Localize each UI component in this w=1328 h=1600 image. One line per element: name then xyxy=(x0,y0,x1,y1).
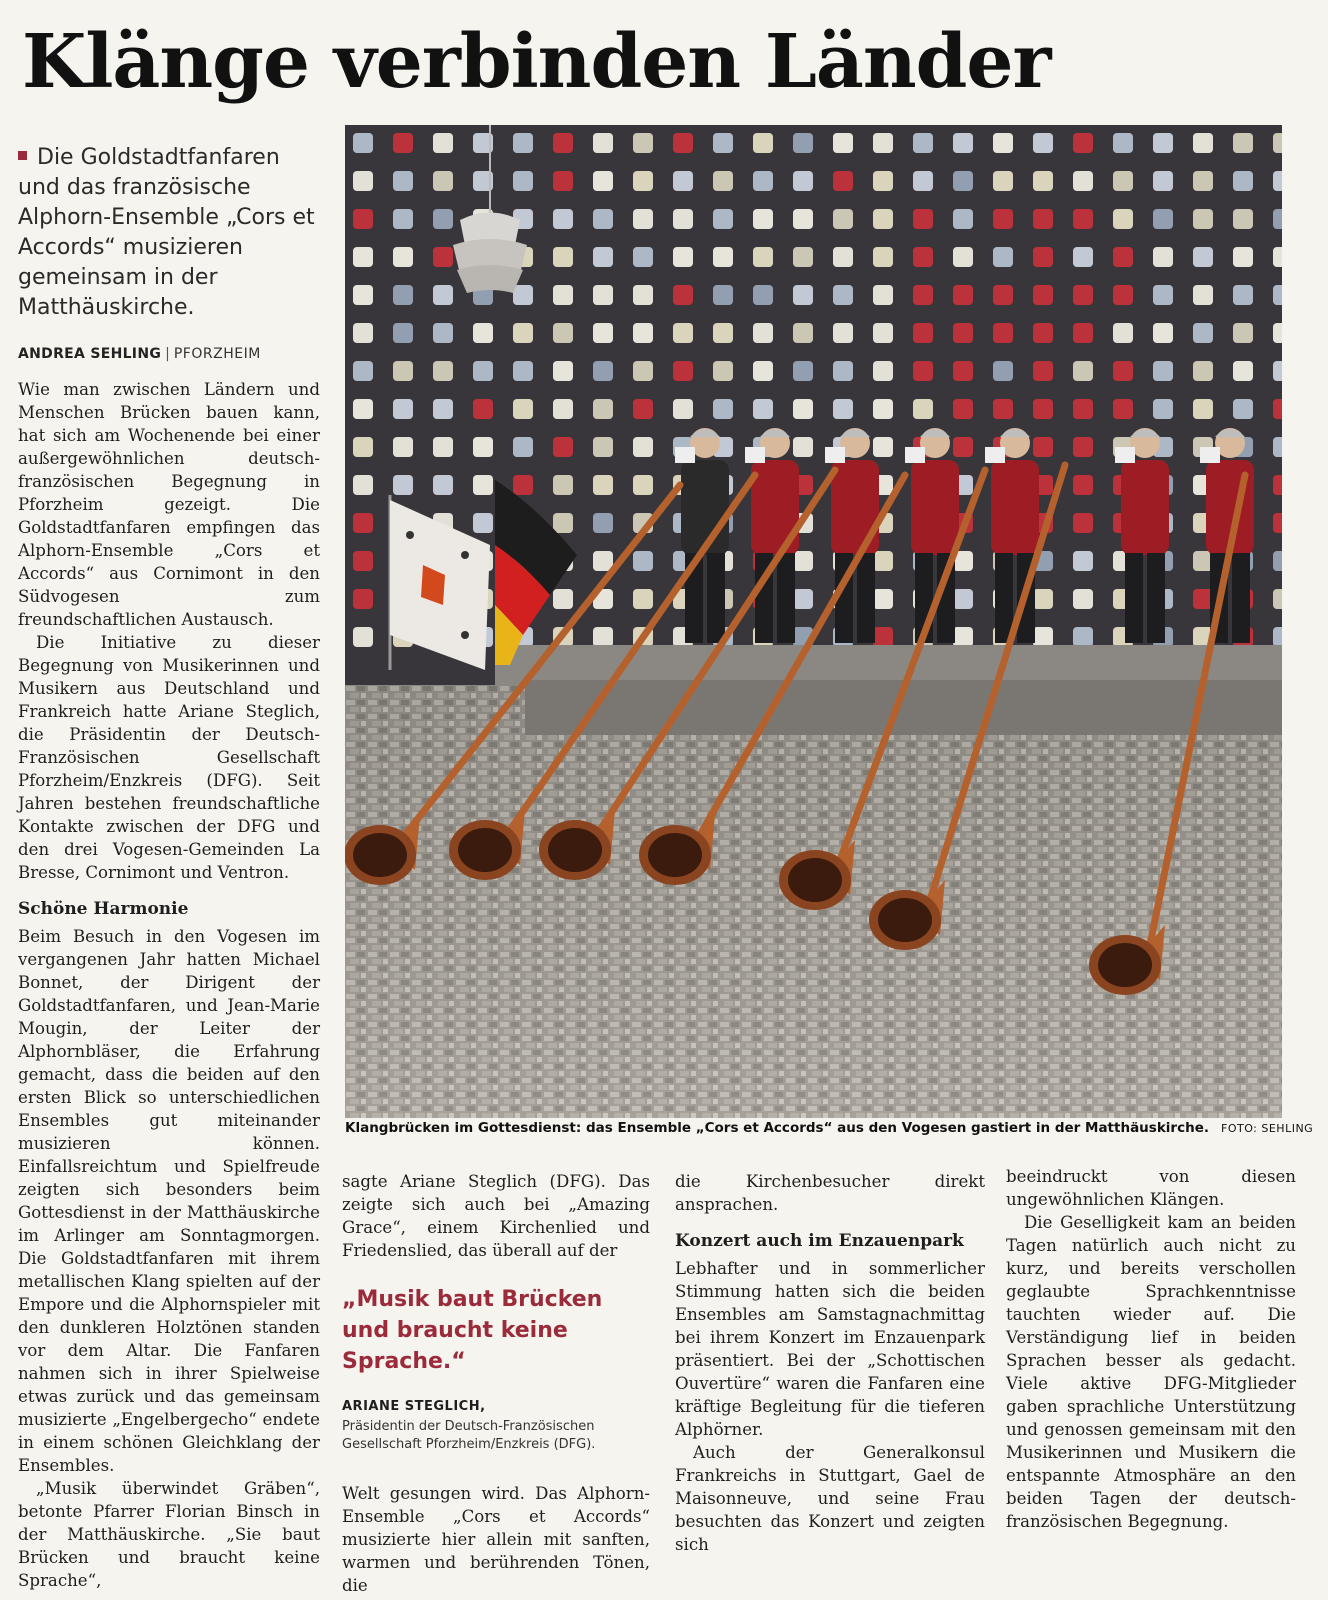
window-pane xyxy=(953,589,973,609)
window-pane xyxy=(593,247,613,267)
window-pane xyxy=(793,399,813,419)
window-pane xyxy=(433,247,453,267)
window-pane xyxy=(713,209,733,229)
window-pane xyxy=(793,209,813,229)
article-column-2 xyxy=(342,1170,650,1597)
window-pane xyxy=(553,513,573,533)
window-pane xyxy=(553,247,573,267)
window-pane xyxy=(873,437,893,457)
window-pane xyxy=(433,323,453,343)
window-pane xyxy=(993,133,1013,153)
window-pane xyxy=(993,209,1013,229)
window-pane xyxy=(1113,209,1133,229)
teaser xyxy=(18,143,318,323)
window-pane xyxy=(1113,323,1133,343)
window-pane xyxy=(833,133,853,153)
window-pane xyxy=(1233,361,1253,381)
pull-quote-name: ARIANE STEGLICH, xyxy=(342,1399,486,1414)
window-pane xyxy=(553,133,573,153)
window-pane xyxy=(633,323,653,343)
window-pane xyxy=(913,171,933,191)
window-pane xyxy=(593,285,613,305)
window-pane xyxy=(753,247,773,267)
window-pane xyxy=(753,285,773,305)
window-pane xyxy=(1273,247,1282,267)
window-pane xyxy=(753,361,773,381)
window-pane xyxy=(353,475,373,495)
window-pane xyxy=(1113,133,1133,153)
window-pane xyxy=(1273,475,1282,495)
window-pane xyxy=(713,247,733,267)
window-pane xyxy=(513,399,533,419)
window-pane xyxy=(593,209,613,229)
window-pane xyxy=(633,399,653,419)
window-pane xyxy=(593,475,613,495)
window-pane xyxy=(393,247,413,267)
window-pane xyxy=(1073,513,1093,533)
photo-caption xyxy=(345,1120,1314,1136)
window-pane xyxy=(1273,209,1282,229)
window-pane xyxy=(473,399,493,419)
body-paragraph: Auch der Generalkonsul Frankreichs in Stuttgart, Gael de Maisonneuve, und seine Frau besuchten das Konzert und zeigten sich xyxy=(675,1443,985,1554)
window-pane xyxy=(993,171,1013,191)
window-pane xyxy=(1193,361,1213,381)
window-pane xyxy=(873,209,893,229)
window-pane xyxy=(513,475,533,495)
window-pane xyxy=(473,475,493,495)
window-pane xyxy=(1073,589,1093,609)
window-pane xyxy=(1113,285,1133,305)
window-pane xyxy=(593,399,613,419)
window-pane xyxy=(793,589,813,609)
window-pane xyxy=(833,361,853,381)
photo-caption-text: Klangbrücken im Gottesdienst: das Ensemble „Cors et Accords“ aus den Vogesen gastiert in der Matthäuskirche. xyxy=(345,1120,1209,1136)
window-pane xyxy=(433,171,453,191)
window-pane xyxy=(1153,323,1173,343)
window-pane xyxy=(1273,171,1282,191)
window-pane xyxy=(1193,247,1213,267)
window-pane xyxy=(1273,361,1282,381)
article-photo xyxy=(345,125,1282,1118)
window-pane xyxy=(913,323,933,343)
window-pane xyxy=(353,285,373,305)
window-pane xyxy=(1153,361,1173,381)
window-pane xyxy=(873,247,893,267)
window-pane xyxy=(873,323,893,343)
window-pane xyxy=(753,399,773,419)
window-pane xyxy=(993,247,1013,267)
window-pane xyxy=(553,399,573,419)
window-pane xyxy=(393,361,413,381)
window-pane xyxy=(1073,171,1093,191)
window-pane xyxy=(953,627,973,647)
window-pane xyxy=(953,171,973,191)
window-pane xyxy=(873,551,893,571)
window-pane xyxy=(553,209,573,229)
window-pane xyxy=(353,247,373,267)
byline-separator: | xyxy=(165,346,170,362)
window-pane xyxy=(473,437,493,457)
window-pane xyxy=(793,323,813,343)
window-pane xyxy=(793,133,813,153)
pull-quote-text: „Musik baut Brücken und braucht keine Sprache.“ xyxy=(342,1287,603,1374)
window-pane xyxy=(353,627,373,647)
window-pane xyxy=(353,323,373,343)
window-pane xyxy=(873,627,893,647)
window-pane xyxy=(1273,513,1282,533)
window-pane xyxy=(913,133,933,153)
window-pane xyxy=(393,285,413,305)
window-pane xyxy=(833,285,853,305)
window-pane xyxy=(473,323,493,343)
window-pane xyxy=(1153,399,1173,419)
window-pane xyxy=(1233,285,1253,305)
window-pane xyxy=(633,247,653,267)
alphorn-church-illustration xyxy=(345,125,1282,1118)
window-pane xyxy=(1153,133,1173,153)
window-pane xyxy=(1273,551,1282,571)
window-pane xyxy=(953,323,973,343)
window-pane xyxy=(993,361,1013,381)
window-pane xyxy=(913,361,933,381)
window-pane xyxy=(953,399,973,419)
window-pane xyxy=(633,209,653,229)
window-pane xyxy=(1033,133,1053,153)
window-pane xyxy=(433,361,453,381)
window-pane xyxy=(953,247,973,267)
window-pane xyxy=(633,475,653,495)
window-pane xyxy=(713,399,733,419)
window-pane xyxy=(1233,133,1253,153)
window-pane xyxy=(873,399,893,419)
window-pane xyxy=(673,323,693,343)
window-pane xyxy=(1073,437,1093,457)
window-pane xyxy=(713,323,733,343)
subheading: Schöne Harmonie xyxy=(18,899,189,919)
headline: Klänge verbinden Länder xyxy=(22,19,1051,105)
body-paragraph: Welt gesungen wird. Das Alphorn-Ensemble „Cors et Accords“ musizierte hier allein mit sanften, warmen und berührenden Tönen, die xyxy=(342,1484,650,1595)
article-column-1 xyxy=(18,378,320,1592)
window-pane xyxy=(473,513,493,533)
window-pane xyxy=(1033,437,1053,457)
window-pane xyxy=(753,171,773,191)
window-pane xyxy=(1073,133,1093,153)
window-pane xyxy=(1193,171,1213,191)
body-paragraph: die Kirchenbesucher direkt ansprachen. xyxy=(675,1172,985,1214)
window-pane xyxy=(353,171,373,191)
window-pane xyxy=(753,133,773,153)
window-pane xyxy=(1073,209,1093,229)
window-pane xyxy=(633,551,653,571)
window-pane xyxy=(433,475,453,495)
window-pane xyxy=(513,361,533,381)
body-paragraph: beeindruckt von diesen ungewöhnlichen Klängen. xyxy=(1006,1167,1296,1209)
window-pane xyxy=(433,437,453,457)
window-pane xyxy=(673,209,693,229)
window-pane xyxy=(713,133,733,153)
window-pane xyxy=(553,171,573,191)
window-pane xyxy=(633,361,653,381)
body-paragraph: Lebhafter und in sommerlicher Stimmung hatten sich die beiden Ensembles am Samstagnachmittag bei ihrem Konzert im Enzauenpark präsentiert. Bei der „Schottischen Ouvertüre“ waren die Fanfaren eine kräftige Begleitung für die tieferen Alphörner. xyxy=(675,1259,985,1439)
body-paragraph: Wie man zwischen Ländern und Menschen Brücken bauen kann, hat sich am Wochenende bei einer außergewöhnlichen deutsch-französischen Begegnung in Pforzheim gezeigt. Die Goldstadtfanfaren empfingen das Alphorn-Ensemble „Cors et Accords“ aus Cornimont in den Südvogesen zum freundschaftlichen Austausch. xyxy=(18,380,320,629)
window-pane xyxy=(353,513,373,533)
window-pane xyxy=(1193,323,1213,343)
window-pane xyxy=(1033,247,1053,267)
body-paragraph: sagte Ariane Steglich (DFG). Das zeigte sich auch bei „Amazing Grace“, einem Kirchenlied und Friedenslied, das überall auf der xyxy=(342,1172,650,1260)
window-pane xyxy=(633,133,653,153)
window-pane xyxy=(873,589,893,609)
window-pane xyxy=(673,285,693,305)
pull-quote-role: Präsidentin der Deutsch-Französischen Gesellschaft Pforzheim/Enzkreis (DFG). xyxy=(342,1419,596,1452)
window-pane xyxy=(1193,209,1213,229)
window-pane xyxy=(353,209,373,229)
window-pane xyxy=(673,247,693,267)
window-pane xyxy=(753,209,773,229)
article-column-3 xyxy=(675,1170,985,1556)
window-pane xyxy=(1233,171,1253,191)
window-pane xyxy=(993,399,1013,419)
window-pane xyxy=(633,171,653,191)
byline-place: PFORZHEIM xyxy=(173,346,261,362)
window-pane xyxy=(593,513,613,533)
window-pane xyxy=(633,285,653,305)
window-pane xyxy=(353,551,373,571)
window-pane xyxy=(593,361,613,381)
photo-credit: FOTO: SEHLING xyxy=(1221,1122,1314,1135)
window-pane xyxy=(673,361,693,381)
window-pane xyxy=(553,361,573,381)
window-pane xyxy=(593,627,613,647)
window-pane xyxy=(1113,247,1133,267)
window-pane xyxy=(953,285,973,305)
window-pane xyxy=(433,285,453,305)
window-pane xyxy=(513,285,533,305)
window-pane xyxy=(1233,247,1253,267)
window-pane xyxy=(513,133,533,153)
article-column-4 xyxy=(1006,1165,1296,1533)
window-pane xyxy=(993,285,1013,305)
window-pane xyxy=(1153,285,1173,305)
window-pane xyxy=(673,399,693,419)
window-pane xyxy=(833,171,853,191)
window-pane xyxy=(593,323,613,343)
window-pane xyxy=(1033,285,1053,305)
window-pane xyxy=(953,133,973,153)
window-pane xyxy=(633,589,653,609)
window-pane xyxy=(993,323,1013,343)
window-pane xyxy=(393,209,413,229)
window-pane xyxy=(833,247,853,267)
window-pane xyxy=(1073,475,1093,495)
window-pane xyxy=(513,171,533,191)
window-pane xyxy=(1073,399,1093,419)
window-pane xyxy=(553,285,573,305)
window-pane xyxy=(833,209,853,229)
window-pane xyxy=(393,133,413,153)
window-pane xyxy=(593,437,613,457)
window-pane xyxy=(1113,361,1133,381)
window-pane xyxy=(513,323,533,343)
window-pane xyxy=(593,551,613,571)
window-pane xyxy=(873,285,893,305)
window-pane xyxy=(353,437,373,457)
window-pane xyxy=(553,437,573,457)
window-pane xyxy=(793,285,813,305)
window-pane xyxy=(1033,209,1053,229)
window-pane xyxy=(1033,589,1053,609)
window-pane xyxy=(593,171,613,191)
window-pane xyxy=(1193,133,1213,153)
window-pane xyxy=(753,323,773,343)
window-pane xyxy=(713,361,733,381)
window-pane xyxy=(1273,589,1282,609)
byline-author: ANDREA SEHLING xyxy=(18,346,162,362)
window-pane xyxy=(553,475,573,495)
window-pane xyxy=(1193,399,1213,419)
window-pane xyxy=(1033,323,1053,343)
body-paragraph: Die Initiative zu dieser Begegnung von Musikerinnen und Musikern aus Deutschland und Frankreich hatte Ariane Steglich, die Präsidentin der Deutsch-Französischen Gesellschaft Pforzheim/Enzkreis (DFG). Seit Jahren bestehen freundschaftliche Kontakte zwischen der DFG und den drei Vogesen-Gemeinden La Bresse, Cornimont und Ventron. xyxy=(18,633,320,882)
body-paragraph: „Musik überwindet Gräben“, betonte Pfarrer Florian Binsch in der Matthäuskirche. „Sie baut Brücken und braucht keine Sprache“, xyxy=(18,1479,320,1590)
window-pane xyxy=(1273,133,1282,153)
window-pane xyxy=(433,399,453,419)
window-pane xyxy=(713,285,733,305)
window-pane xyxy=(1233,399,1253,419)
window-pane xyxy=(393,323,413,343)
window-pane xyxy=(1073,323,1093,343)
window-pane xyxy=(1233,209,1253,229)
window-pane xyxy=(353,399,373,419)
window-pane xyxy=(433,133,453,153)
window-pane xyxy=(1273,399,1282,419)
window-pane xyxy=(953,209,973,229)
window-pane xyxy=(953,361,973,381)
window-pane xyxy=(1113,399,1133,419)
pull-quote xyxy=(342,1284,650,1454)
window-pane xyxy=(1193,285,1213,305)
window-pane xyxy=(1033,399,1053,419)
window-pane xyxy=(1073,247,1093,267)
window-pane xyxy=(713,171,733,191)
window-pane xyxy=(1033,627,1053,647)
window-pane xyxy=(1033,361,1053,381)
window-pane xyxy=(393,437,413,457)
window-pane xyxy=(513,437,533,457)
window-pane xyxy=(913,209,933,229)
window-pane xyxy=(553,589,573,609)
window-pane xyxy=(873,361,893,381)
subheading: Konzert auch im Enzauenpark xyxy=(675,1231,964,1251)
teaser-bullet-icon xyxy=(18,151,27,160)
window-pane xyxy=(913,399,933,419)
body-paragraph: Beim Besuch in den Vogesen im vergangenen Jahr hatten Michael Bonnet, der Dirigent der Goldstadtfanfaren, und Jean-Marie Mougin, der Leiter der Alphornbläser, die Erfahrung gemacht, dass die beiden auf den ersten Blick so unterschiedlichen Ensembles gut miteinander musizieren können. Einfallsreichtum und Spielfreude zeigten sich besonders beim Gottesdienst in der Matthäuskirche im Arlinger am Sonntagmorgen. Die Goldstadtfanfaren mit ihrem metallischen Klang spielten auf der Empore und die Alphornspieler mit den dunkleren Holztönen standen vor dem Altar. Die Fanfaren nahmen sich in ihrer Spielweise etwas zurück und das gemeinsam musizierte „Engelbergecho“ endete in einem schönen Gleichklang der Ensembles. xyxy=(18,927,320,1475)
window-pane xyxy=(353,361,373,381)
window-pane xyxy=(833,323,853,343)
window-pane xyxy=(353,133,373,153)
window-pane xyxy=(1273,323,1282,343)
body-paragraph: Die Geselligkeit kam an beiden Tagen natürlich auch nicht zu kurz, und bereits verschollen geglaubte Sprachkenntnisse tauchten wieder auf. Die Verständigung lief in beiden Sprachen besser als gedacht. Viele aktive DFG-Mitglieder gaben sprachliche Unterstützung und genossen gemeinsam mit den Musikerinnen und Musikern die entspannte Atmosphäre an den beiden Tagen der deutsch-französischen Begegnung. xyxy=(1006,1213,1296,1531)
window-pane xyxy=(1073,627,1093,647)
window-pane xyxy=(393,171,413,191)
window-pane xyxy=(953,437,973,457)
window-pane xyxy=(793,361,813,381)
window-pane xyxy=(1153,171,1173,191)
window-pane xyxy=(1273,437,1282,457)
window-pane xyxy=(913,285,933,305)
window-pane xyxy=(833,399,853,419)
window-pane xyxy=(793,247,813,267)
window-pane xyxy=(1153,209,1173,229)
window-pane xyxy=(1073,551,1093,571)
window-pane xyxy=(793,437,813,457)
window-pane xyxy=(1113,171,1133,191)
window-pane xyxy=(393,399,413,419)
window-pane xyxy=(673,133,693,153)
window-pane xyxy=(553,323,573,343)
window-pane xyxy=(873,133,893,153)
window-pane xyxy=(1033,171,1053,191)
byline xyxy=(18,346,328,362)
window-pane xyxy=(1073,361,1093,381)
window-pane xyxy=(1073,285,1093,305)
window-pane xyxy=(913,247,933,267)
window-pane xyxy=(433,209,453,229)
window-pane xyxy=(793,551,813,571)
window-pane xyxy=(1273,627,1282,647)
window-pane xyxy=(473,361,493,381)
window-pane xyxy=(793,171,813,191)
window-pane xyxy=(673,171,693,191)
window-pane xyxy=(593,133,613,153)
window-pane xyxy=(353,589,373,609)
window-pane xyxy=(393,475,413,495)
teaser-text: Die Goldstadtfanfaren und das französische Alphorn-Ensemble „Cors et Accords“ musizieren gemeinsam in der Matthäuskirche. xyxy=(18,145,315,320)
window-pane xyxy=(873,171,893,191)
window-pane xyxy=(1233,323,1253,343)
window-pane xyxy=(1153,247,1173,267)
window-pane xyxy=(1273,285,1282,305)
window-pane xyxy=(633,437,653,457)
